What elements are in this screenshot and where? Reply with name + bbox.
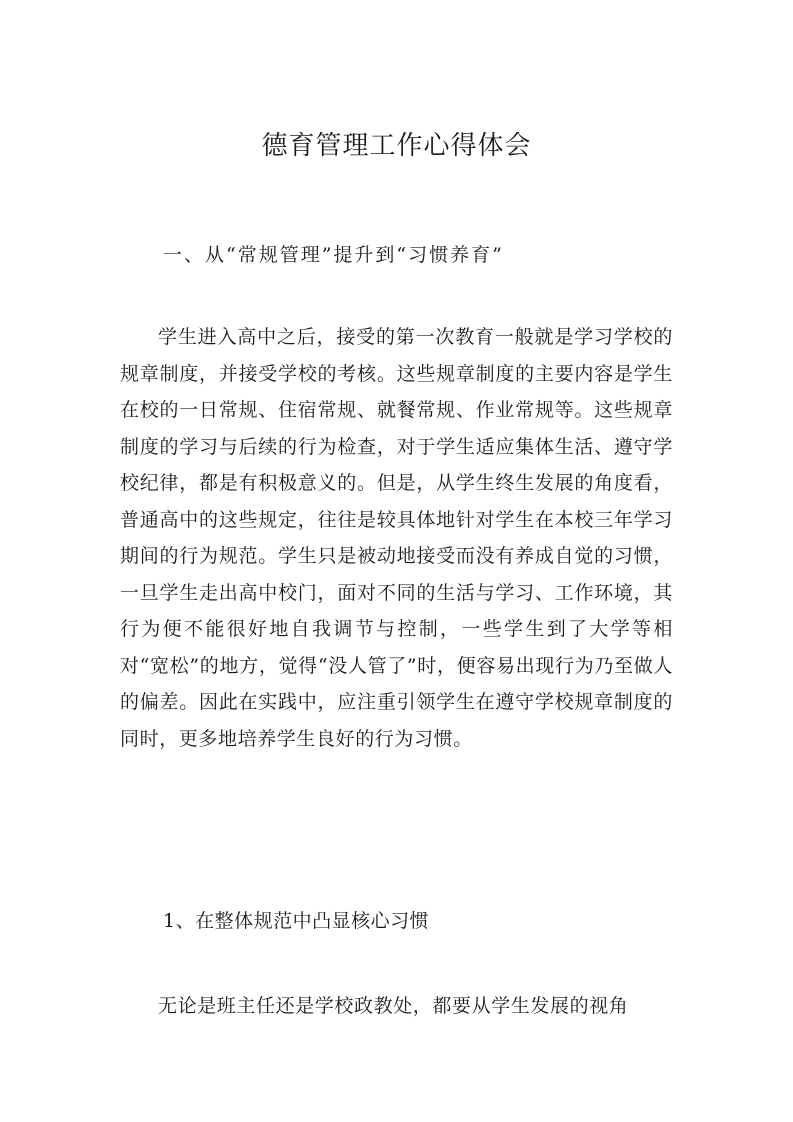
subsection-heading: 1、在整体规范中凸显核心习惯 [163,910,430,932]
document-title: 德育管理工作心得体会 [261,131,532,161]
body-paragraph: 学生进入高中之后，接受的第一次教育一般就是学习学校的规章制度，并接受学校的考核。这些规章制度的主要内容是学生在校的一日常规、住宿常规、就餐常规、作业常规等。这些规章制度的学习与后续的行为检查，对于学生适应集体生活、遵守学校纪律，都是有积极意义的。但是，从学生终生发展的角度看，普通高中的这些规定，往往是较具体地针对学生在本校三年学习期间的行为规范。学生只是被动地接受而没有养成自觉的习惯，一旦学生走出高中校门，面对不同的生活与学习、工作环境，其行为便不能很好地自我调节与控制，一些学生到了大学等相对“宽松”的地方，觉得“没人管了”时，便容易出现行为乃至做人的偏差。因此在实践中，应注重引领学生在遵守学校规章制度的同时，更多地培养学生良好的行为习惯。 [120,326,673,750]
body-paragraph-continued: 无论是班主任还是学校政教处，都要从学生发展的视角 [158,995,629,1017]
section-heading: 一、从“常规管理”提升到“习惯养育” [163,244,504,266]
